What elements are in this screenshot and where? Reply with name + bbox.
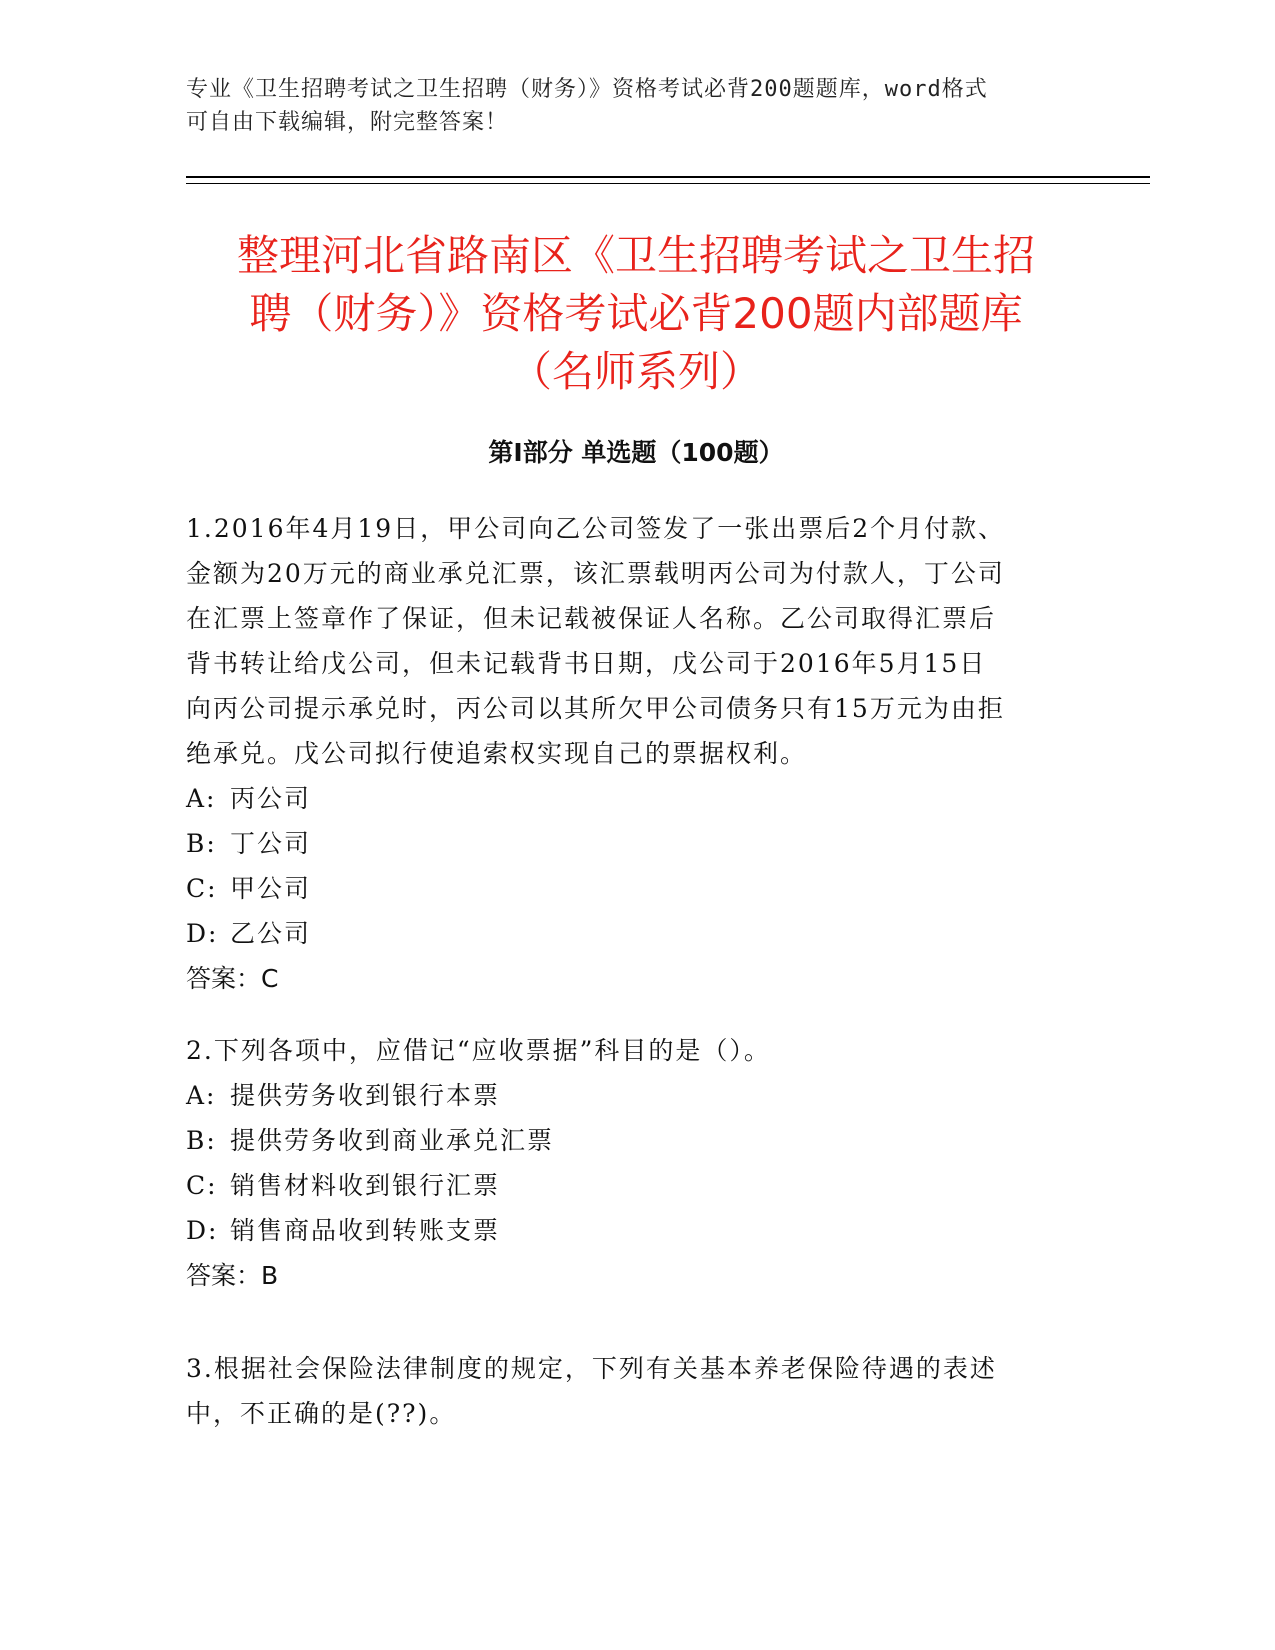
section-heading: 第Ⅰ部分 单选题（100题） (488, 438, 784, 467)
header-divider-thick (186, 176, 1150, 178)
option-text: 甲公司 (230, 874, 312, 903)
option-letter: C: (186, 874, 218, 903)
document-title-line-1: 整理河北省路南区《卫生招聘考试之卫生招 (236, 231, 1035, 280)
question-stem-line: 绝承兑。戊公司拟行使追索权实现自己的票据权利。 (186, 739, 808, 768)
option-text: 销售商品收到转账支票 (230, 1216, 501, 1245)
option-letter: D: (186, 1216, 219, 1245)
option-b (186, 1118, 1066, 1163)
option-letter: B: (186, 1126, 217, 1155)
answer-line: 答案：B (186, 1261, 279, 1290)
option-a (186, 776, 1066, 821)
option-a (186, 1073, 1066, 1118)
answer-line: 答案：C (186, 964, 279, 993)
question-stem-line: 1.2016年4月19日，甲公司向乙公司签发了一张出票后2个月付款、 (186, 514, 1006, 543)
option-text: 乙公司 (230, 919, 312, 948)
question-stem-line: 中，不正确的是(??)。 (186, 1399, 457, 1428)
question-stem-line: 在汇票上签章作了保证，但未记载被保证人名称。乙公司取得汇票后 (186, 604, 997, 633)
option-d (186, 1208, 1066, 1253)
option-letter: A: (186, 784, 217, 813)
question-stem-line: 3.根据社会保险法律制度的规定，下列有关基本养老保险待遇的表述 (186, 1354, 997, 1383)
header-divider-thin (186, 183, 1150, 184)
option-d (186, 911, 1066, 956)
option-text: 丁公司 (230, 829, 312, 858)
document-title-line-3: （名师系列） (509, 347, 762, 396)
header-note-line-2: 可自由下载编辑，附完整答案！ (186, 110, 509, 135)
question-stem-line: 2.下列各项中，应借记“应收票据”科目的是（）。 (186, 1036, 771, 1065)
header-note-line-1: 专业《卫生招聘考试之卫生招聘（财务）》资格考试必背200题题库，word格式 (186, 77, 988, 102)
option-c (186, 866, 1066, 911)
option-letter: D: (186, 919, 219, 948)
header-note (186, 73, 1066, 139)
question-3 (186, 1346, 1066, 1436)
question-2 (186, 1028, 1066, 1298)
question-stem-line: 背书转让给戊公司，但未记载背书日期，戊公司于2016年5月15日 (186, 649, 987, 678)
document-title (186, 227, 1086, 401)
option-letter: A: (186, 1081, 217, 1110)
option-text: 提供劳务收到商业承兑汇票 (230, 1126, 555, 1155)
option-text: 丙公司 (230, 784, 312, 813)
option-text: 销售材料收到银行汇票 (230, 1171, 501, 1200)
option-text: 提供劳务收到银行本票 (230, 1081, 501, 1110)
option-letter: B: (186, 829, 217, 858)
question-1 (186, 506, 1066, 1001)
option-c (186, 1163, 1066, 1208)
question-stem-line: 向丙公司提示承兑时，丙公司以其所欠甲公司债务只有15万元为由拒 (186, 694, 1005, 723)
question-stem-line: 金额为20万元的商业承兑汇票，该汇票载明丙公司为付款人，丁公司 (186, 559, 1005, 588)
option-b (186, 821, 1066, 866)
option-letter: C: (186, 1171, 218, 1200)
document-title-line-2: 聘（财务）》资格考试必背200题内部题库 (249, 289, 1023, 338)
